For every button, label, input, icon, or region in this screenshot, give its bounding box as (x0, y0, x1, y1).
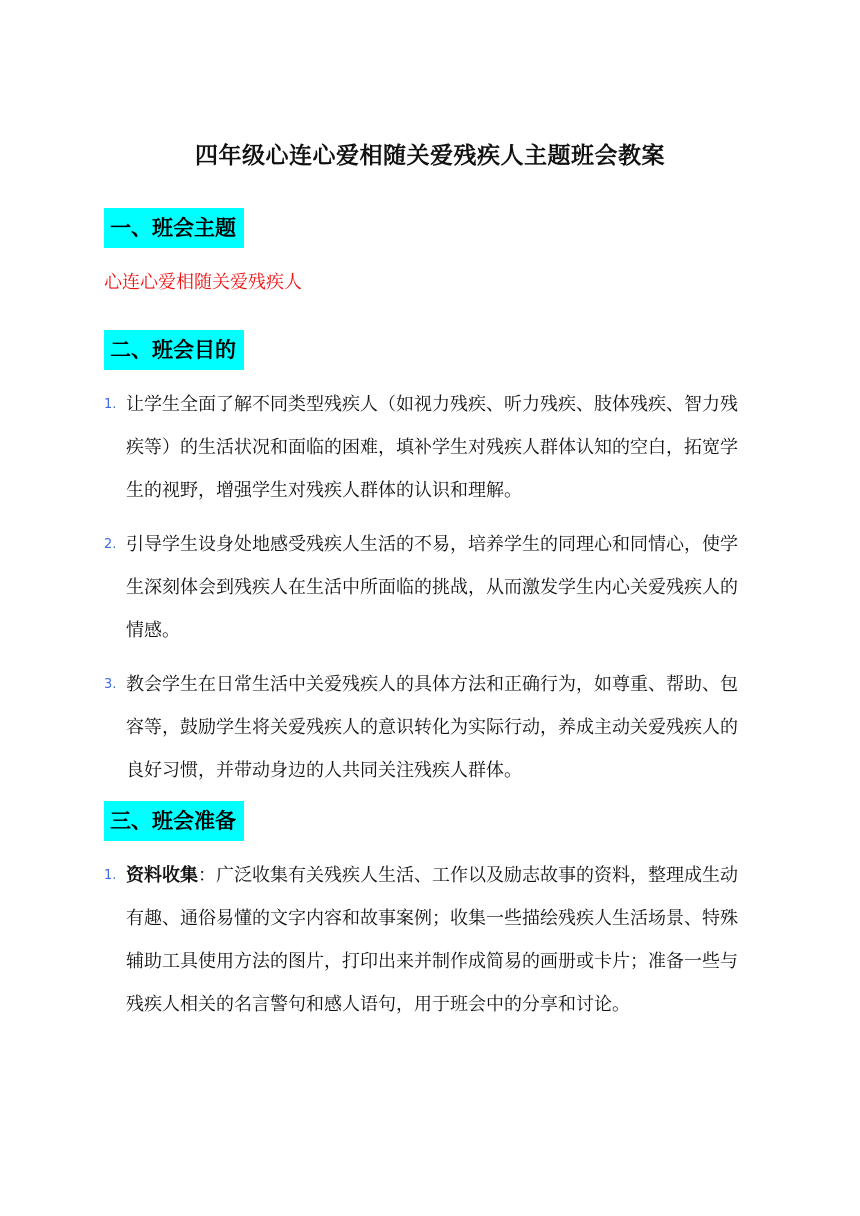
list-number: 2. (104, 537, 117, 552)
list-item (104, 663, 754, 792)
list-number: 3. (104, 677, 117, 692)
list-item (104, 383, 754, 512)
list-number: 1. (104, 397, 117, 412)
list-item-text: 引导学生设身处地感受残疾人生活的不易，培养学生的同理心和同情心，使学生深刻体会到残疾人在生活中所面临的挑战，从而激发学生内心关爱残疾人的情感。 (126, 534, 738, 641)
list-item (104, 523, 754, 652)
purpose-list (104, 383, 754, 792)
list-item (104, 854, 754, 1026)
list-number: 1. (104, 868, 117, 883)
preparation-list (104, 854, 754, 1026)
list-item-text: ：广泛收集有关残疾人生活、工作以及励志故事的资料，整理成生动有趣、通俗易懂的文字内容和故事案例；收集一些描绘残疾人生活场景、特殊辅助工具使用方法的图片，打印出来并制作成简易的画册或卡片；准备一些与残疾人相关的名言警句和感人语句，用于班会中的分享和讨论。 (126, 865, 738, 1015)
section-heading-theme: 一、班会主题 (104, 208, 244, 248)
list-item-text: 让学生全面了解不同类型残疾人（如视力残疾、听力残疾、肢体残疾、智力残疾等）的生活状况和面临的困难，填补学生对残疾人群体认知的空白，拓宽学生的视野，增强学生对残疾人群体的认识和理解。 (126, 394, 738, 501)
class-theme-text: 心连心爱相随关爱残疾人 (104, 272, 302, 293)
section-heading-preparation: 三、班会准备 (104, 801, 244, 841)
list-item-lead: 资料收集 (126, 865, 198, 886)
list-item-text: 教会学生在日常生活中关爱残疾人的具体方法和正确行为，如尊重、帮助、包容等，鼓励学生将关爱残疾人的意识转化为实际行动，养成主动关爱残疾人的良好习惯，并带动身边的人共同关注残疾人群体。 (126, 674, 738, 781)
section-heading-purpose: 二、班会目的 (104, 330, 244, 370)
document-title: 四年级心连心爱相随关爱残疾人主题班会教案 (195, 143, 665, 169)
